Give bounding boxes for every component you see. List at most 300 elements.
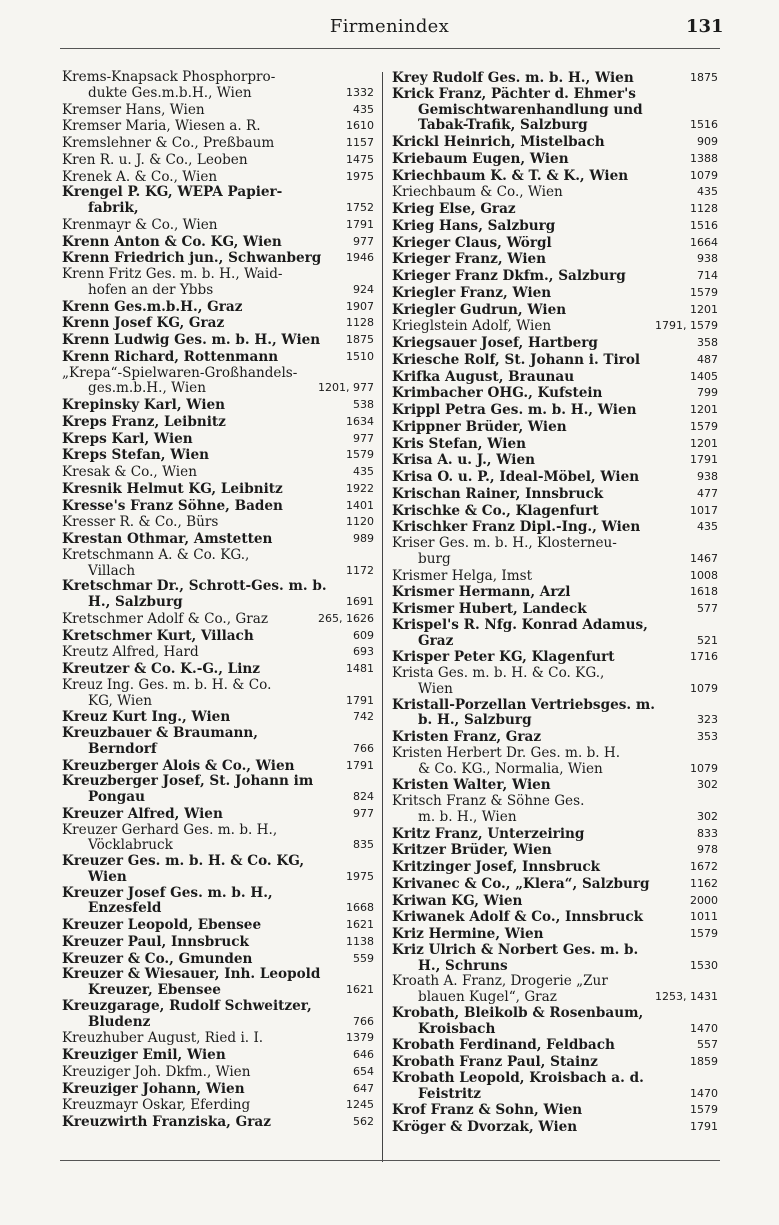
entry-name — [62, 415, 342, 431]
index-entry — [392, 184, 718, 201]
entry-name-line: Krieglstein Adolf, Wien — [392, 319, 552, 335]
entry-name — [62, 316, 342, 332]
entry-name-line: Kreuzer Alfred, Wien — [62, 806, 223, 822]
entry-name-continuation: Wien — [418, 681, 453, 697]
entry-name — [392, 1103, 686, 1119]
page-reference: 1621 — [346, 918, 374, 931]
entry-name-line: Krivanec & Co., „Klera“, Salzburg — [392, 876, 650, 892]
page-reference: 353 — [697, 730, 718, 743]
entry-name — [392, 87, 686, 134]
entry-name — [62, 103, 349, 119]
entry-name — [392, 303, 686, 319]
entry-name-line: Krimbacher OHG., Kufstein — [392, 386, 603, 402]
entry-name-line: Kreuzer & Co., Gmunden — [62, 951, 253, 967]
index-entry — [392, 794, 718, 826]
entry-name-line: Kriegler Gudrun, Wien — [392, 302, 567, 318]
page-reference: 978 — [697, 843, 718, 857]
index-entry — [62, 118, 374, 135]
entry-name — [62, 251, 342, 267]
entry-name-line: Krispel's R. Nfg. Konrad Adamus, — [392, 617, 648, 633]
page-reference: 1162 — [690, 876, 718, 890]
entry-name-line: Krippl Petra Ges. m. b. H., Wien — [392, 403, 637, 418]
entry-name — [62, 967, 342, 999]
entry-name-continuation: b. H., Salzburg — [418, 713, 532, 729]
entry-name-continuation: Feistritz — [418, 1086, 481, 1102]
index-entry — [392, 842, 718, 859]
page-reference: 833 — [697, 826, 718, 840]
page-reference: 559 — [353, 951, 374, 965]
entry-name-line: Krenn Josef KG, Graz — [62, 316, 225, 332]
entry-name — [62, 710, 349, 726]
entry-name — [62, 629, 349, 645]
index-entry — [62, 661, 374, 678]
entry-name — [62, 1115, 349, 1131]
page-reference: 938 — [697, 470, 718, 483]
page-reference: 1621 — [346, 983, 374, 996]
page-reference: 1157 — [346, 136, 374, 149]
entry-name-line: Kresak & Co., Wien — [62, 465, 197, 480]
entry-name-line: Krenn Fritz Ges. m. b. H., Waid- — [62, 267, 283, 282]
entry-name — [392, 219, 686, 235]
page-reference: 1791, 1579 — [655, 319, 718, 333]
page-reference: 977 — [353, 431, 374, 445]
entry-name — [392, 585, 686, 601]
entry-name — [62, 1048, 349, 1064]
entry-name — [62, 153, 342, 169]
entry-name-line: Kremslehner & Co., Preßbaum — [62, 136, 275, 151]
index-entry — [62, 152, 374, 169]
entry-name-line: Kreuzer Josef Ges. m. b. H., — [62, 885, 273, 901]
index-entry — [392, 536, 718, 568]
index-entry — [392, 943, 718, 975]
entry-name — [392, 286, 686, 302]
page-reference: 1664 — [690, 235, 718, 249]
index-entry — [392, 568, 718, 585]
entry-name-line: Kreuzer Paul, Innsbruck — [62, 934, 249, 950]
entry-name-line: Kriwan KG, Wien — [392, 893, 523, 909]
index-entry — [62, 726, 374, 758]
page-reference: 1579 — [346, 448, 374, 462]
entry-name-line: Kresse's Franz Söhne, Baden — [62, 498, 283, 514]
index-entry — [392, 436, 718, 453]
page-number: 131 — [686, 16, 724, 37]
entry-name — [62, 1031, 342, 1047]
page-reference: 1946 — [346, 251, 374, 265]
entry-name — [392, 843, 693, 859]
entry-name — [62, 726, 349, 758]
index-entry — [62, 414, 374, 431]
entry-name — [392, 152, 686, 168]
index-entry — [392, 909, 718, 926]
page-reference: 358 — [697, 336, 718, 349]
index-entry — [392, 1037, 718, 1054]
entry-name — [62, 235, 349, 251]
entry-name — [392, 927, 686, 943]
entry-name-line: Krista Ges. m. b. H. & Co. KG., — [392, 666, 605, 681]
entry-name — [392, 252, 693, 268]
index-entry — [392, 729, 718, 746]
entry-name — [392, 618, 693, 650]
index-entry — [62, 548, 374, 580]
entry-name — [392, 319, 651, 335]
page-reference: 1672 — [690, 860, 718, 873]
entry-name — [62, 886, 342, 918]
index-entry — [62, 332, 374, 349]
entry-name — [392, 520, 693, 536]
entry-name-line: Kretschmann A. & Co. KG., — [62, 547, 250, 563]
entry-name — [392, 650, 686, 666]
page-reference: 1253, 1431 — [655, 990, 718, 1003]
page-reference: 835 — [353, 838, 374, 852]
entry-name-line: Kreuz Kurt Ing., Wien — [62, 710, 231, 726]
page-reference: 1332 — [346, 85, 374, 99]
entry-name — [392, 386, 693, 402]
entry-name-line: Kreuzer Leopold, Ebensee — [62, 918, 262, 933]
entry-name — [392, 746, 686, 778]
entry-name — [62, 432, 349, 448]
page-reference: 1079 — [690, 761, 718, 775]
entry-name-line: Krenmayr & Co., Wien — [62, 217, 218, 233]
entry-name-line: Kreutz Alfred, Hard — [62, 645, 199, 661]
entry-name-line: Krieger Franz Dkfm., Salzburg — [392, 269, 626, 284]
page-reference: 1516 — [690, 218, 718, 232]
entry-name — [392, 943, 686, 975]
index-entry — [62, 1097, 374, 1114]
entry-name — [62, 854, 342, 886]
page-reference: 562 — [353, 1115, 374, 1128]
index-entry — [62, 481, 374, 498]
index-entry — [392, 385, 718, 402]
entry-name-line: Krickl Heinrich, Mistelbach — [392, 135, 605, 150]
entry-name-line: Kristen Walter, Wien — [392, 778, 551, 794]
entry-name — [392, 536, 686, 568]
entry-name-line: Krismer Hubert, Landeck — [392, 602, 587, 617]
index-entry — [62, 886, 374, 918]
entry-name — [392, 827, 693, 843]
entry-name — [62, 499, 342, 515]
entry-name-line: Krischke & Co., Klagenfurt — [392, 503, 599, 519]
index-entry — [392, 777, 718, 794]
index-entry — [62, 315, 374, 332]
entry-name-line: Kremser Maria, Wiesen a. R. — [62, 119, 261, 135]
entry-name-line: Kreuzgarage, Rudolf Schweitzer, — [62, 998, 312, 1014]
entry-name-line: Kreuzbauer & Braumann, — [62, 726, 259, 741]
entry-name — [392, 437, 686, 453]
entry-name-continuation: m. b. H., Wien — [418, 809, 517, 825]
entry-name-continuation: burg — [418, 551, 451, 567]
index-entry — [62, 102, 374, 119]
entry-name — [392, 236, 686, 252]
index-entry — [392, 335, 718, 352]
entry-name-line: Kreps Stefan, Wien — [62, 448, 209, 464]
page-reference: 1470 — [690, 1021, 718, 1035]
index-entry — [62, 644, 374, 661]
entry-name — [62, 999, 349, 1031]
index-entry — [392, 70, 718, 87]
entry-name — [62, 119, 342, 135]
entry-name-line: Krismer Helga, Imst — [392, 568, 533, 584]
index-entry — [392, 302, 718, 319]
index-entry — [392, 618, 718, 650]
entry-name-continuation: Kreuzer, Ebensee — [88, 983, 221, 998]
page-reference: 1128 — [346, 316, 374, 330]
index-entry — [392, 235, 718, 252]
entry-name — [62, 136, 342, 152]
entry-name — [392, 71, 686, 87]
index-entry — [62, 917, 374, 934]
entry-name-line: Kreuzmayr Oskar, Eferding — [62, 1098, 251, 1114]
entry-name-line: Krieg Else, Graz — [392, 202, 516, 217]
index-entry — [62, 628, 374, 645]
page-reference: 742 — [353, 710, 374, 724]
page-reference: 1859 — [690, 1055, 718, 1068]
index-entry — [62, 217, 374, 234]
index-entry — [62, 431, 374, 448]
entry-name — [392, 730, 693, 746]
entry-name-line: Krobath Ferdinand, Feldbach — [392, 1038, 615, 1054]
entry-name-line: Krobath, Bleikolb & Rosenbaum, — [392, 1005, 644, 1021]
page-reference: 1245 — [346, 1098, 374, 1112]
index-entry — [392, 1006, 718, 1038]
entry-name-line: Kretschmar Dr., Schrott-Ges. m. b. — [62, 579, 327, 595]
entry-name-line: Kren R. u. J. & Co., Leoben — [62, 152, 248, 168]
page-reference: 1008 — [690, 568, 718, 582]
index-entry — [62, 1064, 374, 1081]
page-reference: 1138 — [346, 934, 374, 948]
entry-name-continuation: Wien — [88, 869, 127, 885]
index-entry — [392, 134, 718, 151]
index-entry — [392, 1102, 718, 1119]
index-entry — [62, 758, 374, 775]
page-reference: 977 — [353, 806, 374, 820]
entry-name-line: Krems-Knapsack Phosphorpro- — [62, 70, 276, 85]
page-reference: 1579 — [690, 1103, 718, 1117]
page-reference: 557 — [697, 1038, 718, 1052]
entry-name — [392, 269, 693, 285]
page-reference: 1475 — [346, 152, 374, 166]
index-entry — [62, 806, 374, 823]
entry-name-line: Krobath Franz Paul, Stainz — [392, 1055, 598, 1070]
page-reference: 1510 — [346, 349, 374, 363]
entry-name — [62, 1065, 349, 1081]
entry-name-line: „Krepa“-Spielwaren-Großhandels- — [62, 365, 298, 381]
entry-name-line: Krifka August, Braunau — [392, 369, 575, 385]
index-entry — [392, 974, 718, 1006]
index-entry — [62, 1047, 374, 1064]
index-entry — [392, 1071, 718, 1103]
entry-name — [62, 185, 342, 217]
page-reference: 799 — [697, 386, 718, 400]
page-reference: 766 — [353, 1014, 374, 1028]
page-reference: 1579 — [690, 419, 718, 433]
entry-name — [62, 579, 342, 611]
page-reference: 323 — [697, 713, 718, 727]
entry-name — [62, 645, 349, 661]
entry-name-line: Krischker Franz Dipl.-Ing., Wien — [392, 520, 641, 536]
entry-name-line: Kriebaum Eugen, Wien — [392, 151, 569, 167]
index-entry — [62, 234, 374, 251]
index-entry — [62, 531, 374, 548]
entry-name-line: Kritsch Franz & Söhne Ges. — [392, 794, 585, 809]
entry-name — [392, 602, 693, 618]
entry-name — [392, 1006, 686, 1038]
entry-name-continuation: Gemischtwarenhandlung und — [418, 102, 643, 118]
entry-name — [392, 1071, 686, 1103]
page-reference: 1791 — [346, 693, 374, 707]
entry-name-continuation: Kroisbach — [418, 1021, 496, 1037]
entry-name — [62, 612, 314, 628]
page-reference: 1401 — [346, 498, 374, 512]
header-rule — [60, 48, 720, 49]
page-reference: 1975 — [346, 869, 374, 883]
page-reference: 1691 — [346, 595, 374, 608]
page-reference: 521 — [697, 633, 718, 647]
entry-name-continuation: hofen an der Ybbs — [88, 282, 214, 298]
entry-name-line: Kriechbaum K. & T. & K., Wien — [392, 168, 629, 184]
entry-name-line: Kremser Hans, Wien — [62, 102, 205, 118]
entry-name-continuation: Pongau — [88, 790, 146, 805]
index-entry — [62, 1030, 374, 1047]
page-reference: 1079 — [690, 681, 718, 695]
index-entry — [62, 967, 374, 999]
entry-name-line: Kreuzer Ges. m. b. H. & Co. KG, — [62, 854, 305, 869]
right-column — [392, 70, 718, 1136]
index-entry — [392, 201, 718, 218]
page-reference: 647 — [353, 1081, 374, 1095]
entry-name — [62, 366, 314, 398]
entry-name — [62, 70, 342, 102]
index-entry — [62, 70, 374, 102]
entry-name — [62, 267, 349, 299]
entry-name — [392, 1120, 686, 1136]
entry-name — [62, 807, 349, 823]
entry-name-line: Kritz Franz, Unterzeiring — [392, 826, 585, 842]
index-entry — [62, 464, 374, 481]
index-entry — [392, 826, 718, 843]
index-entry — [62, 169, 374, 186]
page-reference: 1668 — [346, 901, 374, 915]
entry-name — [62, 759, 342, 775]
index-entry — [62, 823, 374, 855]
entry-name — [392, 353, 693, 369]
entry-name — [392, 1055, 686, 1071]
index-entry — [62, 135, 374, 152]
entry-name-line: Kreuziger Joh. Dkfm., Wien — [62, 1064, 251, 1080]
entry-name-line: Kriegsauer Josef, Hartberg — [392, 336, 598, 351]
page-reference: 1388 — [690, 151, 718, 165]
index-entry — [392, 168, 718, 185]
entry-name-line: Kriechbaum & Co., Wien — [392, 185, 563, 201]
entry-name-line: Krieger Franz, Wien — [392, 252, 547, 268]
entry-name — [62, 300, 342, 316]
index-entry — [392, 584, 718, 601]
page-reference: 1791 — [346, 217, 374, 231]
entry-name — [62, 918, 342, 934]
entry-name-line: Krenn Friedrich jun., Schwanberg — [62, 251, 322, 267]
index-entry — [62, 999, 374, 1031]
index-entry — [392, 698, 718, 730]
entry-name — [62, 678, 342, 710]
entry-name-continuation: H., Schruns — [418, 958, 508, 974]
entry-name — [392, 169, 686, 185]
index-entry — [62, 1081, 374, 1098]
page-reference: 909 — [697, 135, 718, 148]
page-reference: 435 — [353, 102, 374, 116]
entry-name — [392, 860, 686, 876]
page-reference: 1791 — [690, 453, 718, 467]
entry-name-line: Krobath Leopold, Kroisbach a. d. — [392, 1070, 644, 1086]
page-reference: 2000 — [690, 893, 718, 907]
left-column — [62, 70, 374, 1131]
index-entry — [392, 876, 718, 893]
entry-name-continuation: ges.m.b.H., Wien — [88, 381, 206, 397]
page-reference: 1201 — [690, 436, 718, 450]
entry-name-continuation: dukte Ges.m.b.H., Wien — [88, 85, 252, 101]
index-entry — [62, 299, 374, 316]
entry-name — [62, 823, 349, 855]
entry-name-line: Krieg Hans, Salzburg — [392, 218, 556, 234]
entry-name — [392, 135, 693, 151]
entry-name — [392, 202, 686, 218]
entry-name-line: Kristen Franz, Graz — [392, 730, 542, 745]
page-reference: 824 — [353, 790, 374, 803]
entry-name — [62, 548, 342, 580]
entry-name-line: Kresnik Helmut KG, Leibnitz — [62, 481, 283, 497]
index-entry — [392, 893, 718, 910]
entry-name-line: Kresser R. & Co., Bürs — [62, 515, 219, 531]
entry-name-continuation: Tabak-Trafik, Salzburg — [418, 118, 588, 134]
index-entry — [392, 285, 718, 302]
page-reference: 302 — [697, 778, 718, 792]
index-entry — [62, 349, 374, 366]
index-entry — [392, 218, 718, 235]
entry-name — [62, 448, 342, 464]
page-reference: 1017 — [690, 503, 718, 517]
entry-name — [392, 336, 693, 352]
entry-name — [392, 470, 693, 486]
entry-name — [62, 532, 349, 548]
entry-name-line: Kröger & Dvorzak, Wien — [392, 1120, 578, 1135]
page-reference: 1752 — [346, 201, 374, 214]
entry-name-continuation: Graz — [418, 633, 454, 649]
entry-name-line: Kreuzberger Josef, St. Johann im — [62, 774, 314, 790]
index-entry — [392, 151, 718, 168]
entry-name-line: Krischan Rainer, Innsbruck — [392, 486, 604, 502]
index-entry — [392, 746, 718, 778]
entry-name-line: Kriegler Franz, Wien — [392, 285, 552, 301]
entry-name-line: Krick Franz, Pächter d. Ehmer's — [392, 86, 636, 102]
index-entry — [62, 579, 374, 611]
index-entry — [62, 854, 374, 886]
page-reference: 1470 — [690, 1086, 718, 1100]
entry-name-line: Kreuzer & Wiesauer, Inh. Leopold — [62, 967, 321, 983]
entry-name-continuation: H., Salzburg — [88, 595, 183, 610]
entry-name-line: Krieger Claus, Wörgl — [392, 235, 552, 251]
index-entry — [62, 250, 374, 267]
page-reference: 1481 — [346, 662, 374, 675]
entry-name-line: Kroath A. Franz, Drogerie „Zur — [392, 974, 608, 990]
entry-name — [62, 662, 342, 678]
page-reference: 693 — [353, 645, 374, 659]
index-entry — [62, 397, 374, 414]
page-reference: 938 — [697, 252, 718, 266]
entry-name — [392, 403, 686, 419]
page-reference: 1579 — [690, 927, 718, 940]
entry-name — [392, 910, 686, 926]
index-entry — [392, 649, 718, 666]
page-reference: 1516 — [690, 118, 718, 132]
page-reference: 766 — [353, 741, 374, 755]
